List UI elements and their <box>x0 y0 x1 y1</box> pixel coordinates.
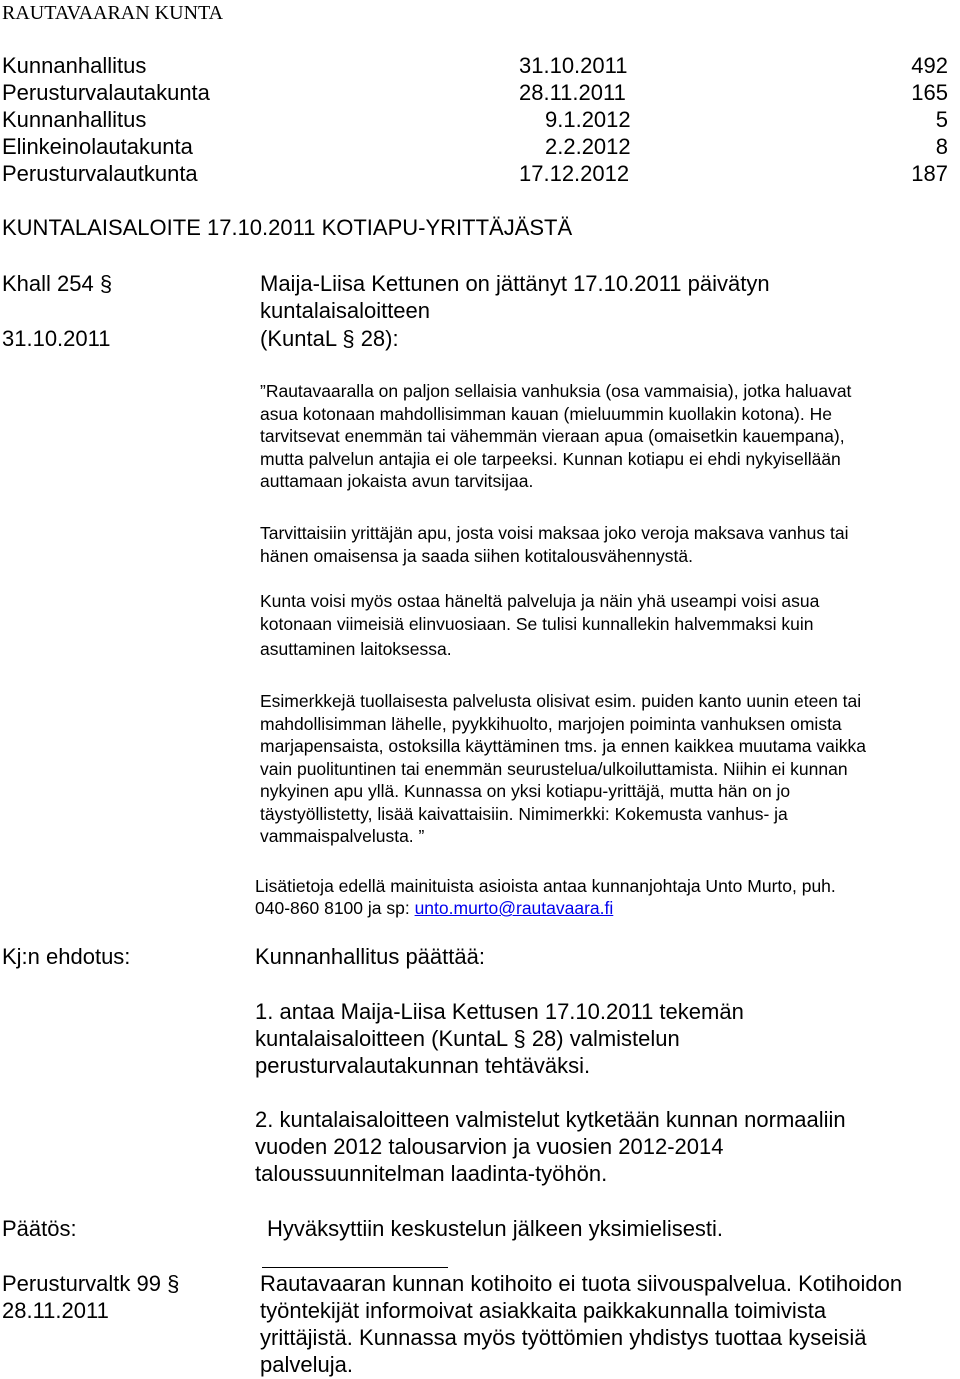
initiative-paragraph <box>260 690 950 848</box>
decision-text: Hyväksyttiin keskustelun jälkeen yksimielisesti. <box>267 1216 724 1241</box>
proposal-item-1 <box>255 998 744 1079</box>
history-body: Perusturvalautakunta <box>2 80 210 105</box>
text-line: täystyöllistetty, lisää kaivattaisiin. Nimimerkki: Kokemusta vanhus- ja <box>260 803 788 824</box>
history-section: 492 <box>911 53 948 78</box>
history-body: Elinkeinolautakunta <box>2 134 193 159</box>
text-line: vain puolituntinen tai enemmän seurustelua/ulkoiluttamista. Niihin ei kunnan <box>260 758 848 779</box>
text-line: palveluja. <box>260 1352 353 1377</box>
reference-date: 31.10.2011 <box>2 326 111 351</box>
text-line: tarvitsevat enemmän tai vähemmän vieraan apua (omaisetkin kauempana), <box>260 426 845 446</box>
email-link[interactable]: unto.murto@rautavaara.fi <box>414 898 614 918</box>
history-date: 28.11.2011 <box>519 80 626 105</box>
text-line: hänen omaisensa ja saada siihen kotitalousvähennystä. <box>260 545 693 566</box>
contact-line <box>255 897 613 920</box>
text-line: kuntalaisaloitteen (KuntaL § 28) valmistelun <box>255 1026 680 1051</box>
history-section: 165 <box>911 80 948 105</box>
proposal-heading: Kunnanhallitus päättää: <box>255 944 485 969</box>
text-line: marjapensaista, ostoksilla käyttäminen tms. ja ennen kaikkea muutama vaikka <box>260 736 866 756</box>
text-line: mahdollisimman lähelle, pyykkihuolto, marjojen poiminta vanhuksen omista <box>260 713 842 734</box>
contact-phone: 040-860 8100 ja sp: <box>255 898 415 918</box>
text-line: kotonaan viimeisiä elinvuosiaan. Se tulisi kunnallekin halvemmaksi kuin <box>260 613 814 634</box>
history-date: 2.2.2012 <box>545 134 631 159</box>
contact-line: Lisätietoja edellä mainituista asioista antaa kunnanjohtaja Unto Murto, puh. <box>255 876 836 896</box>
history-body: Kunnanhallitus <box>2 107 147 132</box>
board-date: 28.11.2011 <box>2 1298 109 1323</box>
divider <box>262 1267 448 1268</box>
initiative-paragraph <box>260 590 950 661</box>
text-line: 1. antaa Maija-Liisa Kettusen 17.10.2011 tekemän <box>255 999 744 1024</box>
municipality-header: RAUTAVAARAN KUNTA <box>2 2 224 24</box>
proposal-label: Kj:n ehdotus: <box>2 944 131 969</box>
history-section: 8 <box>935 134 948 159</box>
text-line: auttamaan jokaista avun tarvitsijaa. <box>260 471 534 491</box>
text-line: Kunta voisi myös ostaa häneltä palveluja ja näin yhä useampi voisi asua <box>260 591 820 611</box>
intro-line: Maija-Liisa Kettunen on jättänyt 17.10.2011 päivätyn <box>260 271 770 296</box>
item-title: KUNTALAISALOITE 17.10.2011 KOTIAPU-YRITTÄJÄSTÄ <box>2 215 573 240</box>
text-line: asuttaminen laitoksessa. <box>260 639 452 659</box>
intro-line: kuntalaisaloitteen <box>260 298 431 323</box>
proposal-item-2 <box>255 1106 846 1187</box>
text-line: nykyinen apu yllä. Kunnassa on yksi kotiapu-yrittäjä, mutta hän on jo <box>260 781 791 801</box>
text-line: perusturvalautakunnan tehtäväksi. <box>255 1053 591 1078</box>
history-body: Perusturvalautkunta <box>2 161 198 186</box>
text-line: asua kotonaan mahdollisimman kauan (mieluummin kuollakin kotona). He <box>260 403 832 424</box>
text-line: vammaispalvelusta. ” <box>260 826 425 846</box>
intro-line: (KuntaL § 28): <box>260 326 399 351</box>
text-line: ”Rautavaaralla on paljon sellaisia vanhuksia (osa vammaisia), jotka haluavat <box>260 381 852 401</box>
history-body: Kunnanhallitus <box>2 53 147 78</box>
reference-khall: Khall 254 § <box>2 271 113 296</box>
history-section: 5 <box>935 107 948 132</box>
text-line: vuoden 2012 talousarvion ja vuosien 2012-2014 <box>255 1134 724 1159</box>
initiative-paragraph <box>260 380 950 493</box>
history-date: 17.12.2012 <box>519 161 630 186</box>
initiative-paragraph <box>260 522 950 567</box>
text-line: 2. kuntalaisaloitteen valmistelut kytketään kunnan normaaliin <box>255 1107 846 1132</box>
board-label: Perusturvaltk 99 § <box>2 1271 180 1296</box>
text-line: yrittäjistä. Kunnassa myös työttömien yhdistys tuottaa kyseisiä <box>260 1325 867 1350</box>
history-date: 31.10.2011 <box>519 53 628 78</box>
board-text <box>260 1270 902 1378</box>
text-line: työntekijät informoivat asiakkaita paikkakunnalla toimivista <box>260 1298 827 1323</box>
history-date: 9.1.2012 <box>545 107 631 132</box>
text-line: Esimerkkejä tuollaisesta palvelusta olisivat esim. puiden kanto uunin eteen tai <box>260 691 862 711</box>
text-line: Tarvittaisiin yrittäjän apu, josta voisi maksaa joko veroja maksava vanhus tai <box>260 523 849 543</box>
text-line: Rautavaaran kunnan kotihoito ei tuota siivouspalvelua. Kotihoidon <box>260 1271 903 1296</box>
text-line: taloussuunnitelman laadinta-työhön. <box>255 1161 608 1186</box>
text-line: mutta palvelun antajia ei ole tarpeeksi. Kunnan kotiapu ei ehdi nykyisellään <box>260 448 841 469</box>
decision-label: Päätös: <box>2 1216 77 1241</box>
history-section: 187 <box>911 161 948 186</box>
